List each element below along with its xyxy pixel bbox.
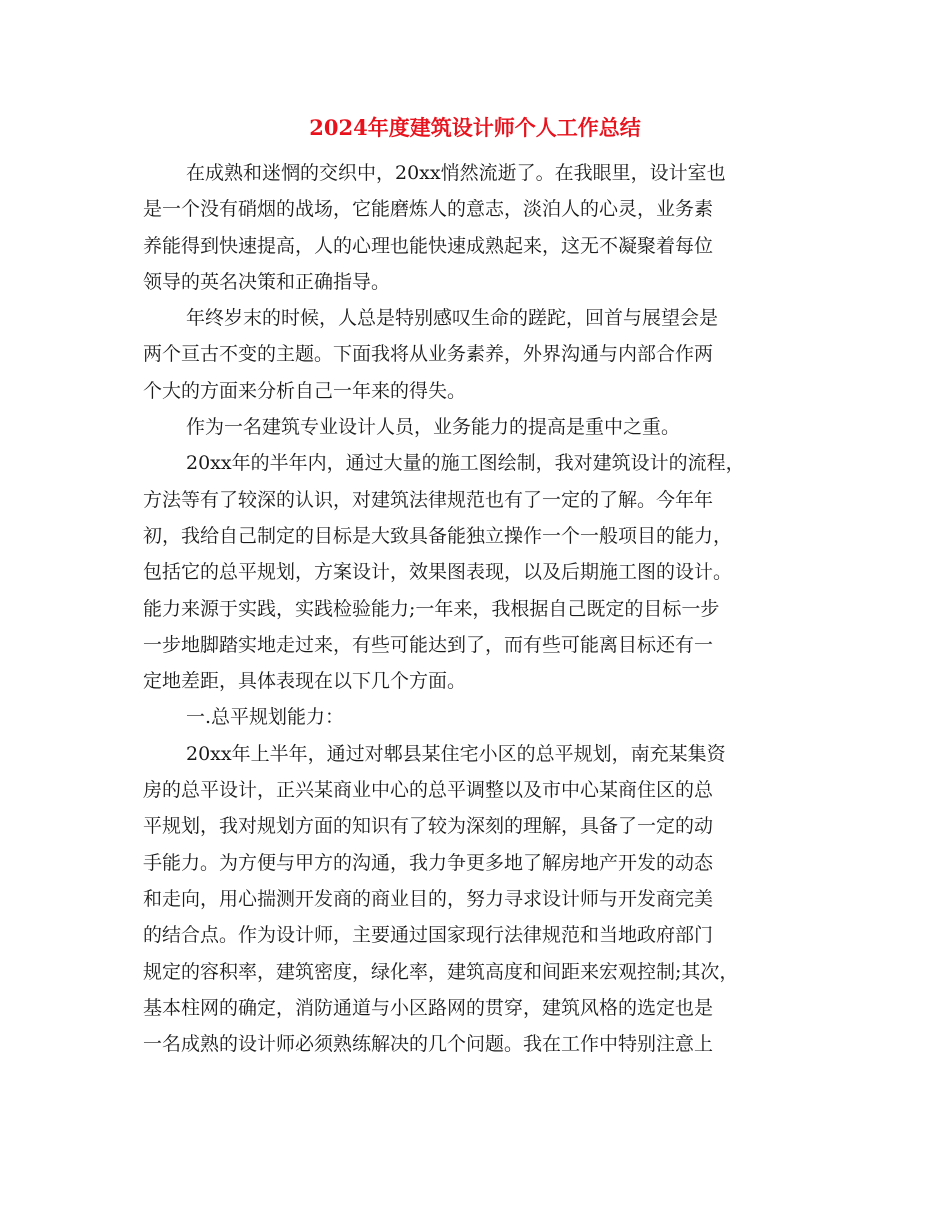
text-line: 年终岁末的时候，人总是特别感叹生命的蹉跎，回首与展望会是	[186, 307, 719, 330]
text-line: 20xx年的半年内，通过大量的施工图绘制，我对建筑设计的流程，	[186, 452, 745, 475]
text-line: 方法等有了较深的认识，对建筑法律规范也有了一定的了解。今年年	[143, 488, 714, 511]
text-line: 初，我给自己制定的目标是大致具备能独立操作一个一般项目的能力，	[143, 524, 733, 547]
paragraph-5	[143, 736, 808, 1063]
text-line: 一步地脚踏实地走过来，有些可能达到了，而有些可能离目标还有一	[143, 633, 714, 656]
text-line: 规定的容积率，建筑密度，绿化率，建筑高度和间距来宏观控制;其次，	[143, 960, 739, 983]
document-body	[143, 155, 808, 1062]
text-line: 定地差距，具体表现在以下几个方面。	[143, 670, 467, 693]
text-line: 基本柱网的确定，消防通道与小区路网的贯穿，建筑风格的选定也是	[143, 996, 714, 1019]
text-line: 能力来源于实践，实践检验能力;一年来，我根据自己既定的目标一步	[143, 597, 720, 620]
paragraph-4	[143, 445, 808, 699]
text-line: 作为一名建筑专业设计人员，业务能力的提高是重中之重。	[186, 416, 681, 439]
text-line: 20xx年上半年，通过对郫县某住宅小区的总平规划，南充某集资	[186, 742, 726, 765]
text-line: 养能得到快速提高，人的心理也能快速成熟起来，这无不凝聚着每位	[143, 234, 714, 257]
document-title: 2024年度建筑设计师个人工作总结	[309, 115, 641, 140]
text-line: 是一个没有硝烟的战场，它能磨炼人的意志，淡泊人的心灵，业务素	[143, 198, 714, 221]
paragraph-1	[143, 155, 808, 300]
section-heading	[143, 699, 808, 735]
text-line: 一.总平规划能力：	[186, 706, 345, 729]
text-line: 的结合点。作为设计师，主要通过国家现行法律规范和当地政府部门	[143, 924, 714, 947]
text-line: 个大的方面来分析自己一年来的得失。	[143, 379, 467, 402]
text-line: 包括它的总平规划，方案设计，效果图表现，以及后期施工图的设计。	[143, 561, 733, 584]
text-line: 在成熟和迷惘的交织中，20xx悄然流逝了。在我眼里，设计室也	[186, 162, 726, 184]
text-line: 手能力。为方便与甲方的沟通，我力争更多地了解房地产开发的动态	[143, 851, 714, 874]
text-line: 平规划，我对规划方面的知识有了较为深刻的理解，具备了一定的动	[143, 815, 714, 838]
text-line: 房的总平设计，正兴某商业中心的总平调整以及市中心某商住区的总	[143, 779, 714, 802]
paragraph-2	[143, 300, 808, 409]
paragraph-3	[143, 409, 808, 445]
text-line: 和走向，用心揣测开发商的商业目的，努力寻求设计师与开发商完美	[143, 887, 714, 910]
text-line: 一名成熟的设计师必须熟练解决的几个问题。我在工作中特别注意上	[143, 1033, 714, 1056]
text-line: 领导的英名决策和正确指导。	[143, 270, 391, 293]
text-line: 两个亘古不变的主题。下面我将从业务素养，外界沟通与内部合作两	[143, 343, 714, 366]
